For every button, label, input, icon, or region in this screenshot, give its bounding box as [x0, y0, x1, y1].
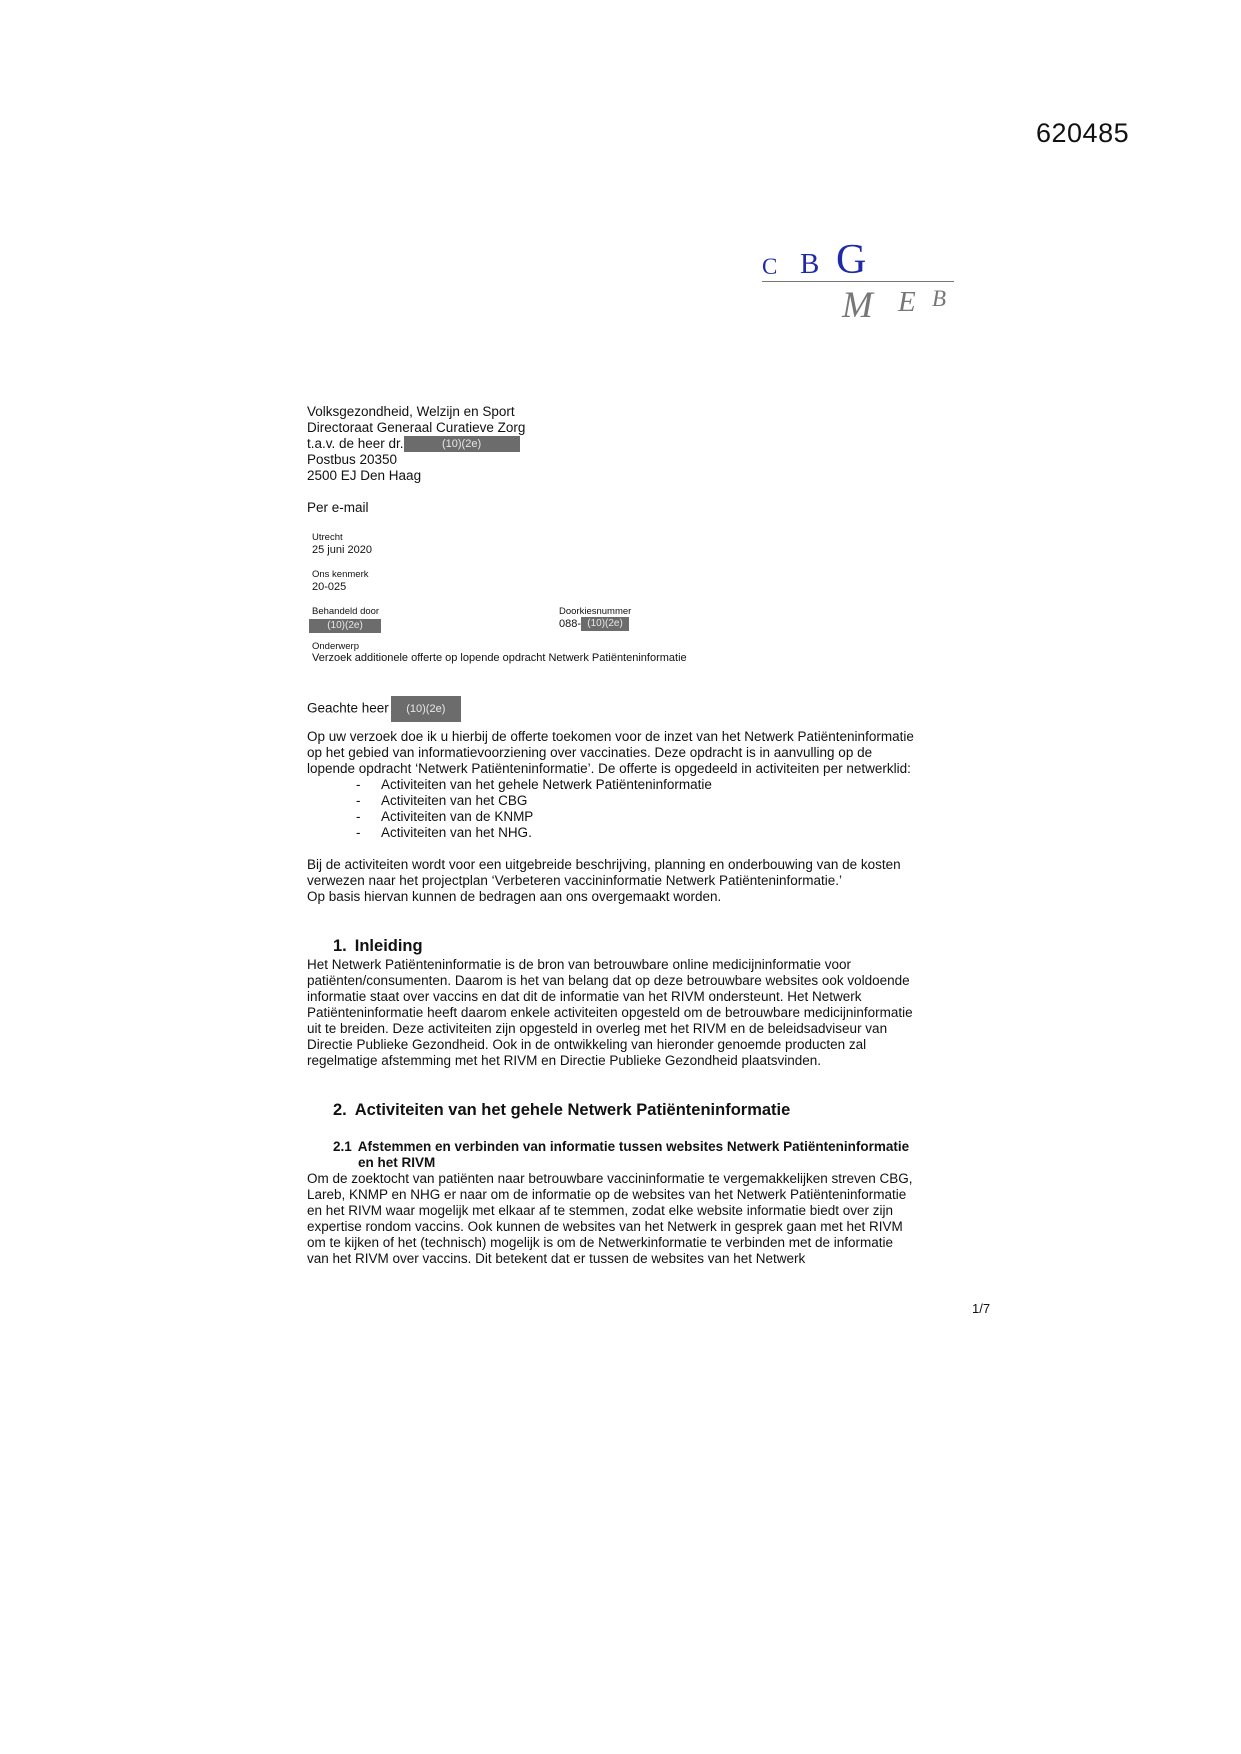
subsection-title-cont: en het RIVM — [358, 1155, 436, 1170]
text-line: regelmatige afstemming met het RIVM en Directie Publieke Gezondheid plaatsvinden. — [307, 1053, 822, 1068]
address-line — [307, 436, 525, 452]
address-line: 2500 EJ Den Haag — [307, 468, 422, 484]
subsection-2-1-heading — [333, 1139, 909, 1171]
text-line: van het RIVM over vaccins. Dit betekent dat er tussen de websites van het Netwerk — [307, 1251, 806, 1266]
address-line: Postbus 20350 — [307, 452, 398, 468]
logo-letter-b2: B — [932, 286, 947, 311]
section-1-heading — [333, 937, 423, 956]
text-line: Op uw verzoek doe ik u hierbij de offerte toekomen voor de inzet van het Netwerk Patiënteninformatie — [307, 729, 914, 744]
section-title: Inleiding — [354, 937, 423, 955]
activities-list — [307, 777, 947, 841]
logo-letter-c: C — [762, 254, 778, 279]
text-line: Directie Publieke Gezondheid. Ook in de ontwikkeling van hieronder genoemde producten zal — [307, 1037, 867, 1052]
text-line: op het gebied van informatievoorziening over vaccinaties. Deze opdracht is in aanvulling op de — [307, 745, 873, 760]
letter-date: 25 juni 2020 — [312, 544, 372, 556]
text-line: Op basis hiervan kunnen de bedragen aan ons overgemaakt worden. — [307, 889, 722, 904]
list-item: - Activiteiten van het NHG. — [307, 825, 947, 841]
intro-paragraph — [307, 729, 947, 841]
redaction-box: (10)(2e) — [404, 436, 520, 452]
address-line: Volksgezondheid, Welzijn en Sport — [307, 404, 515, 419]
section-title: Activiteiten van het gehele Netwerk Patiënteninformatie — [354, 1101, 791, 1119]
text-line: verwezen naar het projectplan ‘Verbeteren vaccininformatie Netwerk Patiënteninformatie.’ — [307, 873, 843, 888]
list-item: - Activiteiten van het CBG — [307, 793, 947, 809]
address-attention: t.a.v. de heer dr. — [307, 436, 404, 451]
extension-label: Doorkiesnummer — [559, 606, 632, 617]
logo-rule — [762, 281, 954, 282]
text-line: Patiënteninformatie heeft daarom enkele activiteiten opgesteld om de betrouwbare medicijninformatie — [307, 1005, 913, 1020]
text-line: uit te breiden. Deze activiteiten zijn opgesteld in overleg met het RIVM en de beleidsadviseur van — [307, 1021, 888, 1036]
text-line: en het RIVM waar mogelijk met elkaar af te stemmen, zodat elke website informatie biedt over zijn — [307, 1203, 894, 1218]
text-line: patiënten/consumenten. Daarom is het van belang dat op deze betrouwbare websites ook voldoende — [307, 973, 910, 988]
logo-letter-m: M — [842, 285, 873, 326]
place-label: Utrecht — [312, 532, 343, 543]
reference-value: 20-025 — [312, 581, 347, 593]
redaction-box: (10)(2e) — [309, 619, 381, 633]
subsection-2-1-body — [307, 1171, 947, 1267]
section-number: 1. — [333, 937, 347, 955]
redaction-box: (10)(2e) — [581, 617, 629, 631]
subsection-number: 2.1 — [333, 1139, 352, 1154]
subject-label: Onderwerp — [312, 641, 359, 652]
extension-prefix: 088- — [559, 617, 582, 630]
salutation — [307, 696, 461, 722]
subject-value: Verzoek additionele offerte op lopende opdracht Netwerk Patiënteninformatie — [312, 652, 687, 664]
text-line: informatie staat over vaccins en dat dit de informatie van het RIVM ondersteunt. Het Netwerk — [307, 989, 862, 1004]
delivery-method: Per e-mail — [307, 500, 369, 515]
handled-by-label: Behandeld door — [312, 606, 380, 617]
logo-letter-e: E — [898, 286, 916, 318]
subsection-title: Afstemmen en verbinden van informatie tussen websites Netwerk Patiënteninformatie — [357, 1139, 910, 1154]
projectplan-paragraph — [307, 857, 947, 905]
logo-letter-b: B — [800, 248, 820, 280]
text-line: Bij de activiteiten wordt voor een uitgebreide beschrijving, planning en onderbouwing van de kosten — [307, 857, 901, 872]
section-2-heading — [333, 1101, 790, 1120]
salutation-text: Geachte heer — [307, 700, 389, 716]
text-line: Om de zoektocht van patiënten naar betrouwbare vaccininformatie te vergemakkelijken streven CBG, — [307, 1171, 913, 1186]
cbg-meb-logo — [760, 237, 960, 326]
section-number: 2. — [333, 1101, 347, 1119]
redaction-box: (10)(2e) — [391, 696, 461, 722]
text-line: om te kijken of het (technisch) mogelijk is om de Netwerkinformatie te verbinden met de informatie — [307, 1235, 894, 1250]
text-line: expertise rondom vaccins. Ook kunnen de websites van het Netwerk in gesprek gaan met het RIVM — [307, 1219, 903, 1234]
address-line: Directoraat Generaal Curatieve Zorg — [307, 420, 526, 435]
text-line: Het Netwerk Patiënteninformatie is de bron van betrouwbare online medicijninformatie voor — [307, 957, 852, 972]
handled-by-value — [309, 617, 381, 635]
section-1-body — [307, 957, 947, 1069]
list-item: - Activiteiten van het gehele Netwerk Patiënteninformatie — [307, 777, 947, 793]
page-number: 1/7 — [972, 1301, 991, 1316]
list-item: - Activiteiten van de KNMP — [307, 809, 947, 825]
document-number: 620485 — [1036, 118, 1130, 148]
text-line: lopende opdracht ‘Netwerk Patiënteninformatie’. De offerte is opgedeeld in activiteiten per netwerklid: — [307, 761, 911, 776]
reference-label: Ons kenmerk — [312, 569, 369, 580]
text-line: Lareb, KNMP en NHG er naar om de informatie op de websites van het Netwerk Patiënteninformatie — [307, 1187, 907, 1202]
logo-letter-g: G — [836, 237, 867, 283]
extension-value — [559, 617, 629, 631]
recipient-address — [307, 404, 525, 484]
